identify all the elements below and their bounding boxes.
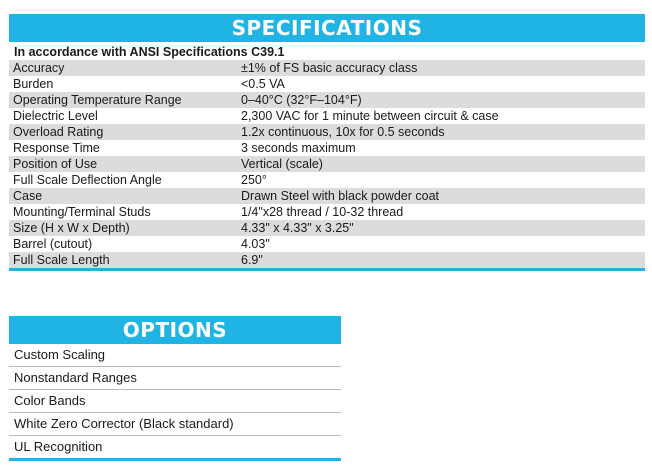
- specifications-section: [9, 14, 645, 271]
- specifications-subtitle: In accordance with ANSI Specifications C39.1: [9, 44, 645, 60]
- option-item: White Zero Corrector (Black standard): [9, 413, 341, 436]
- option-item: Color Bands: [9, 390, 341, 413]
- spec-row: [9, 188, 645, 204]
- option-item: Nonstandard Ranges: [9, 367, 341, 390]
- spec-row: [9, 252, 645, 268]
- specifications-table: [9, 60, 645, 268]
- spec-label: Case: [9, 188, 237, 204]
- spec-value: 3 seconds maximum: [237, 140, 645, 156]
- option-item: UL Recognition: [14, 439, 103, 454]
- spec-value: Drawn Steel with black powder coat: [237, 188, 645, 204]
- spec-label: Dielectric Level: [9, 108, 237, 124]
- spec-value: 4.33" x 4.33" x 3.25": [237, 220, 645, 236]
- spec-row: [9, 108, 645, 124]
- spec-value: 1.2x continuous, 10x for 0.5 seconds: [237, 124, 645, 140]
- spec-label: Accuracy: [9, 60, 237, 76]
- specifications-bottom-rule: [9, 268, 645, 271]
- spec-row: [9, 204, 645, 220]
- options-section: [9, 316, 341, 461]
- spec-row: [9, 156, 645, 172]
- spec-label: Operating Temperature Range: [9, 92, 237, 108]
- options-bottom-rule: [9, 458, 341, 461]
- spec-value: 0–40°C (32°F–104°F): [237, 92, 645, 108]
- option-item: Custom Scaling: [9, 344, 341, 367]
- spec-label: Mounting/Terminal Studs: [9, 204, 237, 220]
- spec-label: Burden: [9, 76, 237, 92]
- spec-label: Response Time: [9, 140, 237, 156]
- spec-value: 1/4"x28 thread / 10-32 thread: [237, 204, 645, 220]
- spec-label: Full Scale Length: [9, 252, 237, 268]
- spec-value: 6.9": [237, 252, 645, 268]
- options-header: OPTIONS: [9, 316, 341, 344]
- spec-row: [9, 60, 645, 76]
- spec-row: [9, 92, 645, 108]
- spec-value: Vertical (scale): [237, 156, 645, 172]
- spec-value: <0.5 VA: [237, 76, 645, 92]
- spec-value: 250°: [237, 172, 645, 188]
- spec-row: [9, 236, 645, 252]
- spec-value: ±1% of FS basic accuracy class: [237, 60, 645, 76]
- spec-row: [9, 140, 645, 156]
- spec-row: [9, 124, 645, 140]
- spec-label: Position of Use: [9, 156, 237, 172]
- spec-label: Size (H x W x Depth): [9, 220, 237, 236]
- specifications-header: SPECIFICATIONS: [9, 14, 645, 42]
- spec-value: 2,300 VAC for 1 minute between circuit & case: [237, 108, 645, 124]
- spec-label: Barrel (cutout): [9, 236, 237, 252]
- spec-row: [9, 76, 645, 92]
- spec-label: Full Scale Deflection Angle: [9, 172, 237, 188]
- options-list: [9, 344, 341, 458]
- spec-label: Overload Rating: [9, 124, 237, 140]
- spec-value: 4.03": [237, 236, 645, 252]
- spec-row: [9, 220, 645, 236]
- spec-row: [9, 172, 645, 188]
